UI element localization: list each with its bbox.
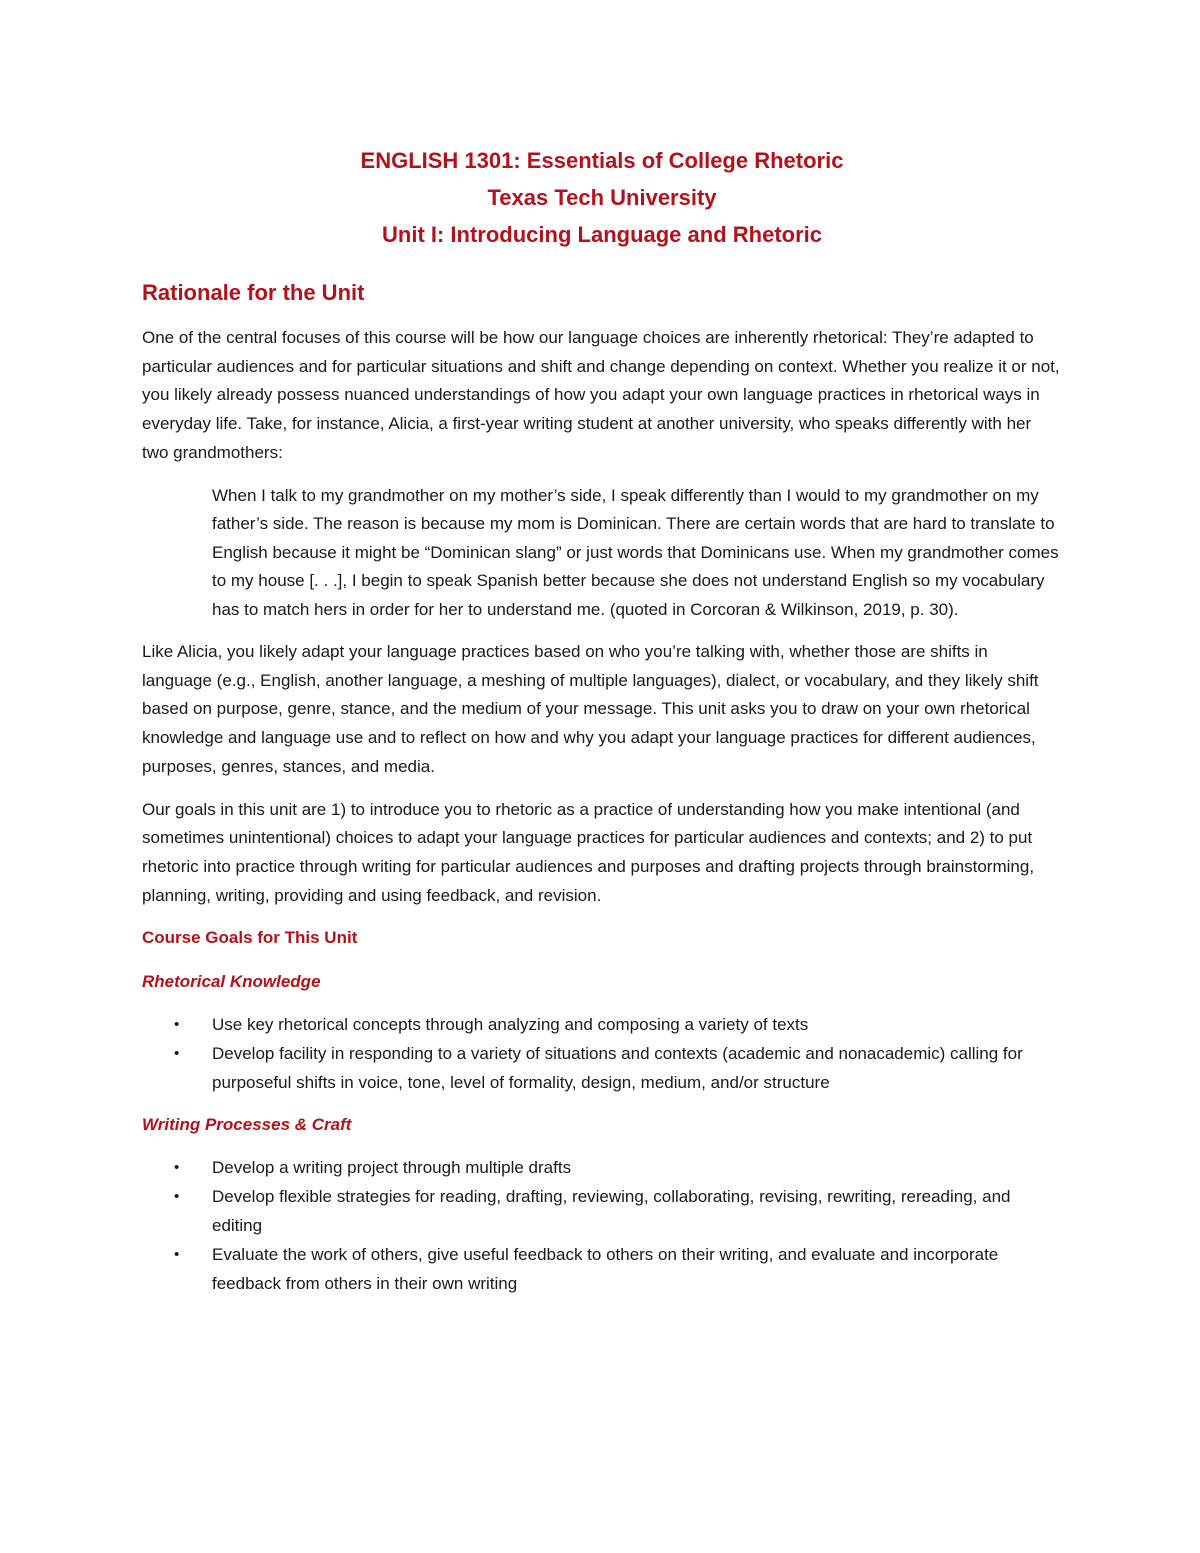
rationale-paragraph-2: Like Alicia, you likely adapt your language practices based on who you’re talking with, whether those are shifts in language (e.g., English, another language, a meshing of multiple languages), dialect, or vocabulary, and they likely shift based on purpose, genre, stance, and the medium of your message. This unit asks you to draw on your own rhetorical knowledge and language use and to reflect on how and why you adapt your language practices for different audiences, purposes, genres, stances, and media.: [142, 642, 1039, 776]
bullet-icon: •: [174, 1246, 180, 1264]
bullet-icon: •: [174, 1188, 180, 1206]
list-item: [142, 1039, 1042, 1097]
list-item-text: Evaluate the work of others, give useful feedback to others on their writing, and evaluate and incorporate feedback from others in their own writing: [212, 1245, 999, 1294]
document-page: [142, 142, 1062, 1312]
bullet-icon: •: [174, 1045, 180, 1063]
rhetorical-knowledge-list: [142, 1010, 1062, 1097]
list-item-text: Develop flexible strategies for reading, drafting, reviewing, collaborating, revising, rewriting, rereading, and editing: [212, 1187, 1011, 1236]
bullet-icon: •: [174, 1016, 180, 1034]
unit-title: Unit I: Introducing Language and Rhetoric: [382, 222, 822, 247]
rationale-paragraph-1: One of the central focuses of this course will be how our language choices are inherently rhetorical: They’re adapted to particular audiences and for particular situations and shift and change depending on context. Whether you realize it or not, you likely already possess nuanced understandings of how you adapt your own language practices in rhetorical ways in everyday life. Take, for instance, Alicia, a first-year writing student at another university, who speaks differently with her two grandmothers:: [142, 328, 1060, 462]
course-title: ENGLISH 1301: Essentials of College Rhetoric: [360, 148, 844, 173]
rationale-heading: Rationale for the Unit: [142, 280, 365, 305]
list-item: [142, 1240, 1042, 1298]
writing-processes-list: [142, 1153, 1062, 1298]
document-title-block: [142, 142, 1062, 253]
rhetorical-knowledge-heading: Rhetorical Knowledge: [142, 972, 321, 992]
list-item-text: Use key rhetorical concepts through analyzing and composing a variety of texts: [212, 1015, 809, 1035]
list-item: [142, 1182, 1042, 1240]
alicia-quote: When I talk to my grandmother on my mother’s side, I speak differently than I would to my grandmother on my father’s side. The reason is because my mom is Dominican. There are certain words that are hard to translate to English because it might be “Dominican slang” or just words that Dominicans use. When my grandmother comes to my house [. . .], I begin to speak Spanish better because she does not understand English so my vocabulary has to match hers in order for her to understand me. (quoted in Corcoran & Wilkinson, 2019, p. 30).: [212, 485, 1059, 619]
course-goals-heading: Course Goals for This Unit: [142, 928, 358, 948]
university-name: Texas Tech University: [487, 185, 717, 210]
list-item-text: Develop a writing project through multiple drafts: [212, 1158, 572, 1178]
list-item: [142, 1153, 1042, 1182]
bullet-icon: •: [174, 1159, 180, 1177]
list-item-text: Develop facility in responding to a variety of situations and contexts (academic and nonacademic) calling for purposeful shifts in voice, tone, level of formality, design, medium, and/or structure: [212, 1044, 1023, 1093]
writing-processes-heading: Writing Processes & Craft: [142, 1115, 352, 1135]
rationale-paragraph-3: Our goals in this unit are 1) to introduce you to rhetoric as a practice of understanding how you make intentional (and sometimes unintentional) choices to adapt your language practices for particular audiences and contexts; and 2) to put rhetoric into practice through writing for particular audiences and purposes and drafting projects through brainstorming, planning, writing, providing and using feedback, and revision.: [142, 799, 1035, 905]
list-item: [142, 1010, 1042, 1039]
